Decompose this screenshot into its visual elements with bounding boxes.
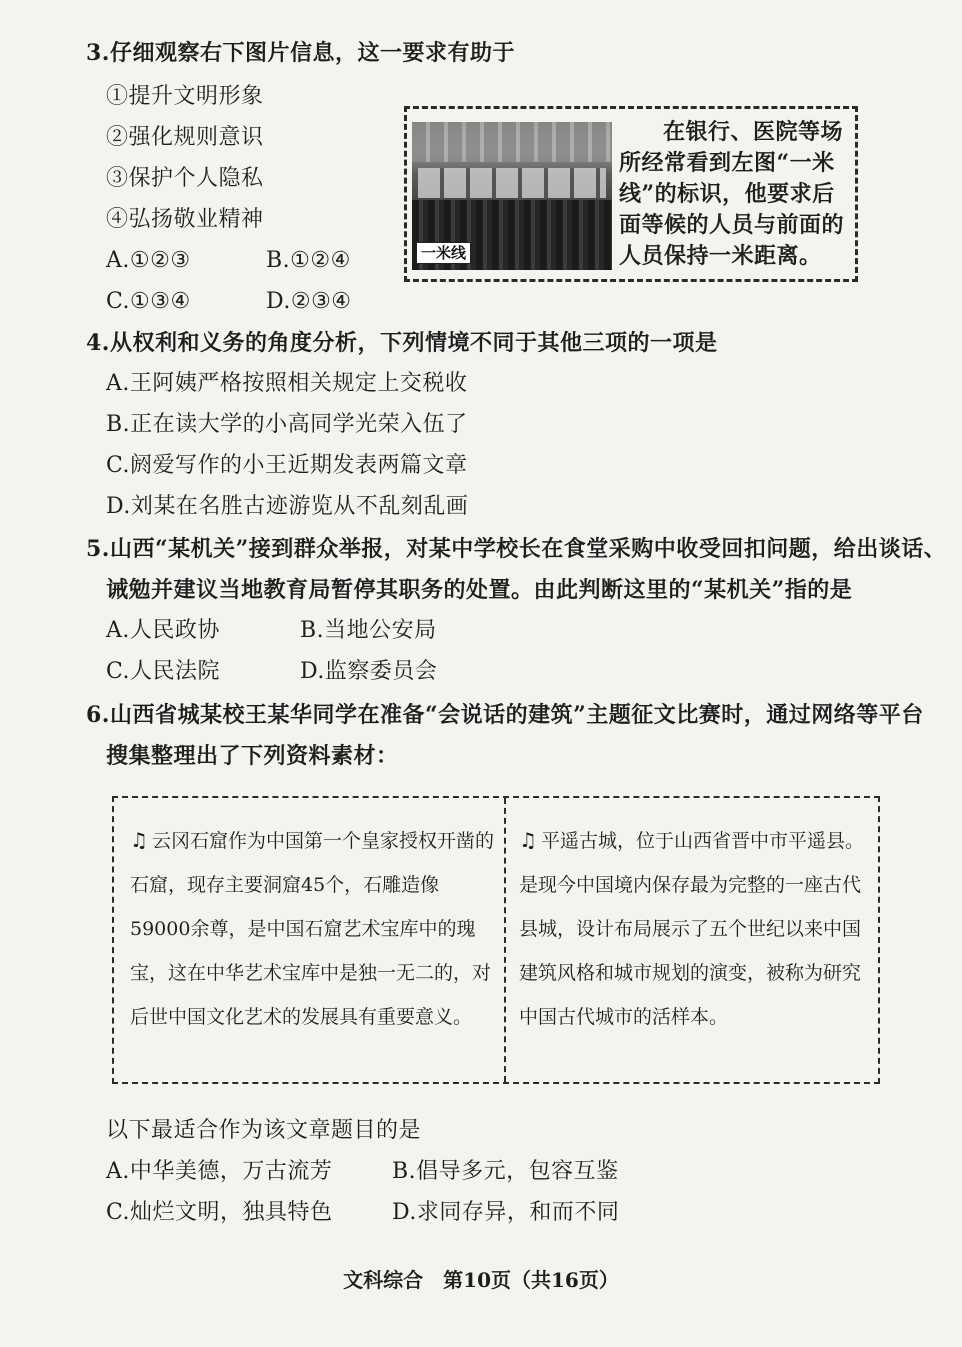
q6-option-b: B.倡导多元，包容互鉴	[392, 1159, 619, 1184]
q3-option-b: B.①②④	[266, 248, 351, 273]
queue-line-photo	[412, 122, 612, 270]
q5-stem-line1: 5.山西“某机关”接到群众举报，对某中学校长在食堂采购中收受回扣问题，给出谈话、	[86, 536, 947, 562]
q3-box-text: 在银行、医院等场所经常看到左图“一米线”的标识，他要求后面等候的人员与前面的人员保持一米距离。	[619, 119, 845, 269]
materials-divider	[504, 798, 506, 1082]
photo-counters	[418, 168, 606, 198]
q5-option-d: D.监察委员会	[300, 659, 438, 684]
q5-option-c: C.人民法院	[106, 659, 221, 684]
q6-stem-line1: 6.山西省城某校王某华同学在准备“会说话的建筑”主题征文比赛时，通过网络等平台	[86, 702, 924, 728]
material-right-text: 平遥古城，位于山西省晋中市平遥县。是现今中国境内保存最为完整的一座古代县城，设计布局展示了五个世纪以来中国建筑风格和城市规划的演变，被称为研究中国古代城市的活样本。	[519, 830, 864, 1028]
q6-stem-line2: 搜集整理出了下列资料素材：	[106, 743, 399, 769]
photo-ceiling	[412, 122, 612, 162]
music-note-icon: ♫	[519, 828, 537, 852]
q3-stem: 3.仔细观察右下图片信息，这一要求有助于	[86, 40, 515, 66]
material-left-text: 云冈石窟作为中国第一个皇家授权开凿的石窟，现存主要洞窟45个，石雕造像59000余尊，是中国石窟艺术宝库中的瑰宝，这在中华艺术宝库中是独一无二的，对后世中国文化艺术的发展具有重要意义。	[130, 830, 494, 1028]
q6-prompt: 以下最适合作为该文章题目的是	[106, 1118, 422, 1143]
q5-option-a: A.人民政协	[106, 618, 220, 643]
q6-option-d: D.求同存异，和而不同	[392, 1200, 620, 1225]
q5-stem-line2: 诫勉并建议当地教育局暂停其职务的处置。由此判断这里的“某机关”指的是	[106, 577, 853, 603]
q3-item-4: ④弘扬敬业精神	[106, 207, 264, 232]
q4-option-c: C.阏爱写作的小王近期发表两篇文章	[106, 453, 468, 478]
page-footer: 文科综合 第10页（共16页）	[343, 1268, 619, 1292]
q3-item-1: ①提升文明形象	[106, 84, 264, 109]
material-right	[519, 818, 867, 1039]
q4-stem: 4.从权利和义务的角度分析，下列情境不同于其他三项的一项是	[86, 330, 718, 356]
q3-item-2: ②强化规则意识	[106, 125, 264, 150]
q3-option-d: D.②③④	[266, 289, 352, 314]
q4-option-d: D.刘某在名胜古迹游览从不乱刻乱画	[106, 494, 469, 519]
material-left	[130, 818, 496, 1039]
q4-option-b: B.正在读大学的小高同学光荣入伍了	[106, 412, 468, 437]
photo-label: 一米线	[416, 242, 471, 264]
q6-option-a: A.中华美德，万古流芳	[106, 1159, 333, 1184]
q4-option-a: A.王阿姨严格按照相关规定上交税收	[106, 371, 468, 396]
q6-option-c: C.灿烂文明，独具特色	[106, 1200, 333, 1225]
q3-option-a: A.①②③	[106, 248, 191, 273]
q6-materials-box	[112, 796, 880, 1084]
q5-option-b: B.当地公安局	[300, 618, 437, 643]
q3-item-3: ③保护个人隐私	[106, 166, 264, 191]
q3-option-c: C.①③④	[106, 289, 191, 314]
music-note-icon: ♫	[130, 828, 148, 852]
